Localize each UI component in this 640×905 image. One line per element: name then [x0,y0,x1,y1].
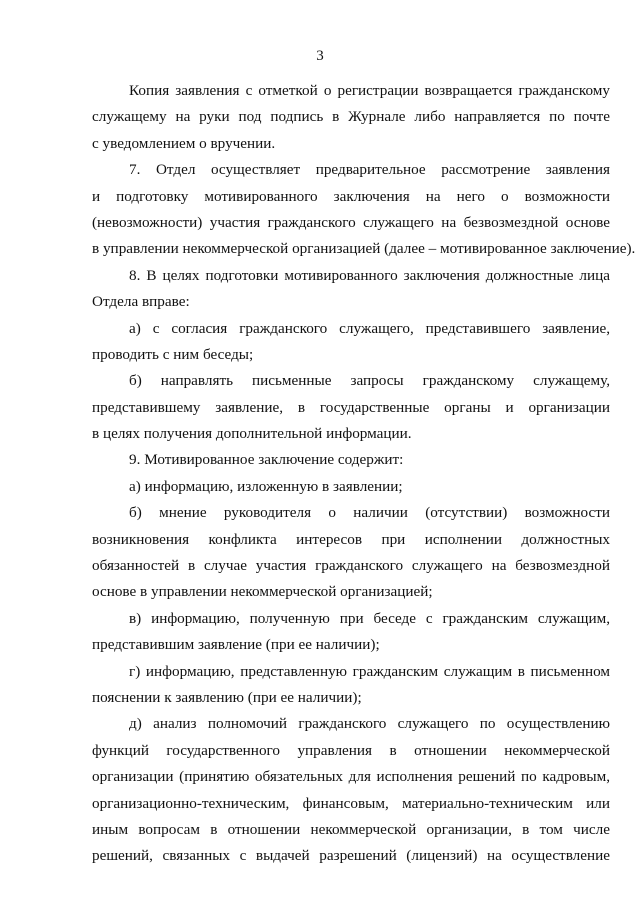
text-line: организационно-техническим, финансовым, материально-техническим или [92,794,610,812]
text-line: возникновения конфликта интересов при исполнении должностных [92,530,610,548]
text-line: организации (принятию обязательных для исполнения решений по кадровым, [92,768,610,786]
text-line: а) с согласия гражданского служащего, представившего заявление, [129,319,610,337]
text-line: а) информацию, изложенную в заявлении; [129,477,403,495]
document-body [92,78,636,870]
text-line: Копия заявления с отметкой о регистрации возвращается гражданскому [129,82,610,99]
text-line: представившим заявление (при ее наличии); [92,636,380,654]
text-line: служащему на руки под подпись в Журнале либо направляется по почте [92,108,610,126]
text-line: с уведомлением о вручении. [92,134,276,152]
text-line: иным вопросам в отношении некоммерческой организации, в том числе [92,820,610,838]
text-line: пояснении к заявлению (при ее наличии); [92,688,362,706]
text-line: обязанностей в случае участия гражданского служащего на безвозмездной [92,557,610,575]
text-line: проводить с ним беседы; [92,345,254,363]
text-line: представившему заявление, в государственные органы и организации [92,398,610,416]
text-line: 7. Отдел осуществляет предварительное рассмотрение заявления [129,161,610,179]
page-number: 3 [316,48,324,64]
text-line: в) информацию, полученную при беседе с гражданским служащим, [129,609,610,627]
text-line: б) мнение руководителя о наличии (отсутствии) возможности [129,504,610,522]
text-line: (невозможности) участия гражданского служащего на безвозмездной основе [92,213,610,231]
text-line: и подготовку мотивированного заключения на него о возможности [92,187,610,205]
text-line: б) направлять письменные запросы гражданскому служащему, [129,372,610,390]
text-line: г) информацию, представленную гражданским служащим в письменном [129,662,610,680]
text-line: в управлении некоммерческой организацией (далее – мотивированное заключение). [92,240,636,258]
text-line: основе в управлении некоммерческой организацией; [92,583,433,601]
text-line: 9. Мотивированное заключение содержит: [129,451,404,469]
text-line: в целях получения дополнительной информации. [92,425,412,443]
text-line: Отдела вправе: [92,293,190,311]
text-line: функций государственного управления в отношении некоммерческой [92,741,610,759]
text-line: д) анализ полномочий гражданского служащего по осуществлению [129,715,610,733]
text-line: 8. В целях подготовки мотивированного заключения должностные лица [129,266,610,284]
text-line: решений, связанных с выдачей разрешений (лицензий) на осуществление [92,847,610,865]
